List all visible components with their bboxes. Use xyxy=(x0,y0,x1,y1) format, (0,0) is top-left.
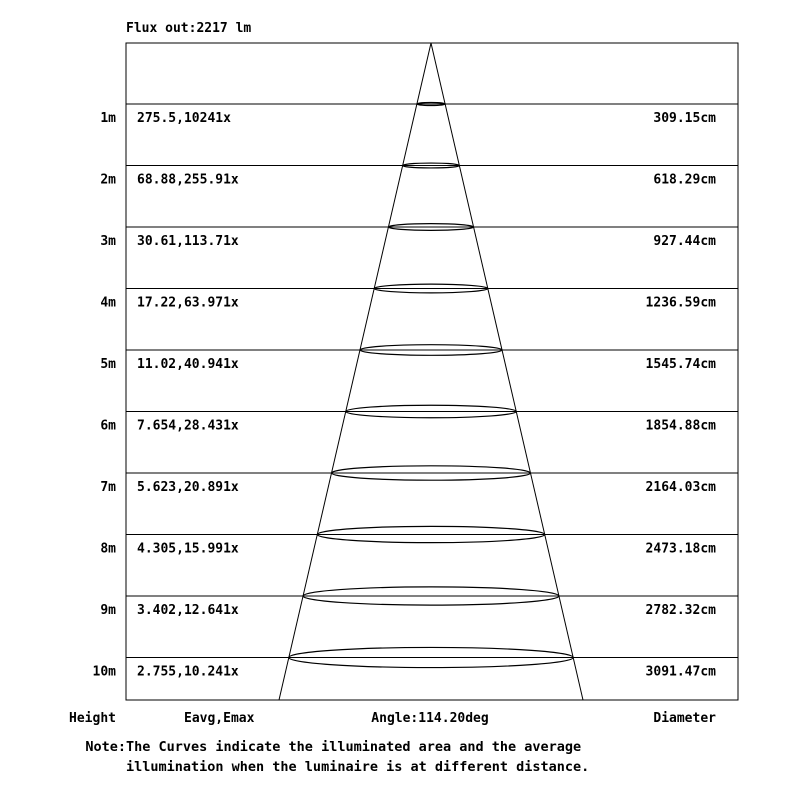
row-height-label: 10m xyxy=(92,664,116,680)
row-eavg-emax-value: 5.623,20.891x xyxy=(137,480,239,495)
row-diameter-value: 1854.88cm xyxy=(645,418,716,434)
eavg-emax-column-label: Eavg,Emax xyxy=(184,711,255,726)
row-eavg-emax-value: 2.755,10.241x xyxy=(137,664,239,680)
row-diameter-value: 2473.18cm xyxy=(645,541,716,557)
row-eavg-emax-value: 30.61,113.71x xyxy=(137,234,239,249)
diameter-column-label: Diameter xyxy=(653,711,716,726)
light-cone xyxy=(279,43,583,700)
height-column-label: Height xyxy=(69,711,116,726)
cone-left-edge xyxy=(279,43,431,700)
row-diameter-value: 309.15cm xyxy=(653,111,716,126)
row-height-label: 4m xyxy=(100,295,116,311)
cone-right-edge xyxy=(431,43,583,700)
row-diameter-value: 927.44cm xyxy=(653,234,716,249)
row-eavg-emax-value: 7.654,28.431x xyxy=(137,418,239,434)
row-height-label: 3m xyxy=(100,234,116,249)
row-eavg-emax-value: 11.02,40.941x xyxy=(137,357,239,372)
note-prefix: Note: xyxy=(85,739,126,755)
row-eavg-emax-value: 3.402,12.641x xyxy=(137,603,239,618)
beam-angle-label: Angle:114.20deg xyxy=(371,711,489,726)
row-eavg-emax-value: 17.22,63.971x xyxy=(137,295,239,311)
row-diameter-value: 3091.47cm xyxy=(645,664,716,680)
row-height-label: 8m xyxy=(100,541,116,557)
note-line-1: The Curves indicate the illuminated area and the average xyxy=(126,739,582,755)
row-height-label: 9m xyxy=(100,603,116,618)
row-height-label: 2m xyxy=(100,172,116,188)
row-eavg-emax-value: 4.305,15.991x xyxy=(137,541,239,557)
row-eavg-emax-value: 68.88,255.91x xyxy=(137,172,239,188)
row-diameter-value: 2782.32cm xyxy=(645,603,716,618)
distance-rows xyxy=(93,104,738,680)
row-diameter-value: 1236.59cm xyxy=(645,295,716,311)
row-height-label: 5m xyxy=(100,357,116,372)
row-eavg-emax-value: 275.5,10241x xyxy=(137,111,231,126)
row-height-label: 1m xyxy=(100,111,116,126)
note-line-2: illumination when the luminaire is at different distance. xyxy=(126,759,590,775)
row-height-label: 7m xyxy=(100,480,116,495)
row-height-label: 6m xyxy=(100,418,116,434)
row-diameter-value: 618.29cm xyxy=(653,172,716,188)
row-diameter-value: 2164.03cm xyxy=(645,480,716,495)
flux-out-label: Flux out:2217 lm xyxy=(126,21,252,36)
row-diameter-value: 1545.74cm xyxy=(645,357,716,372)
